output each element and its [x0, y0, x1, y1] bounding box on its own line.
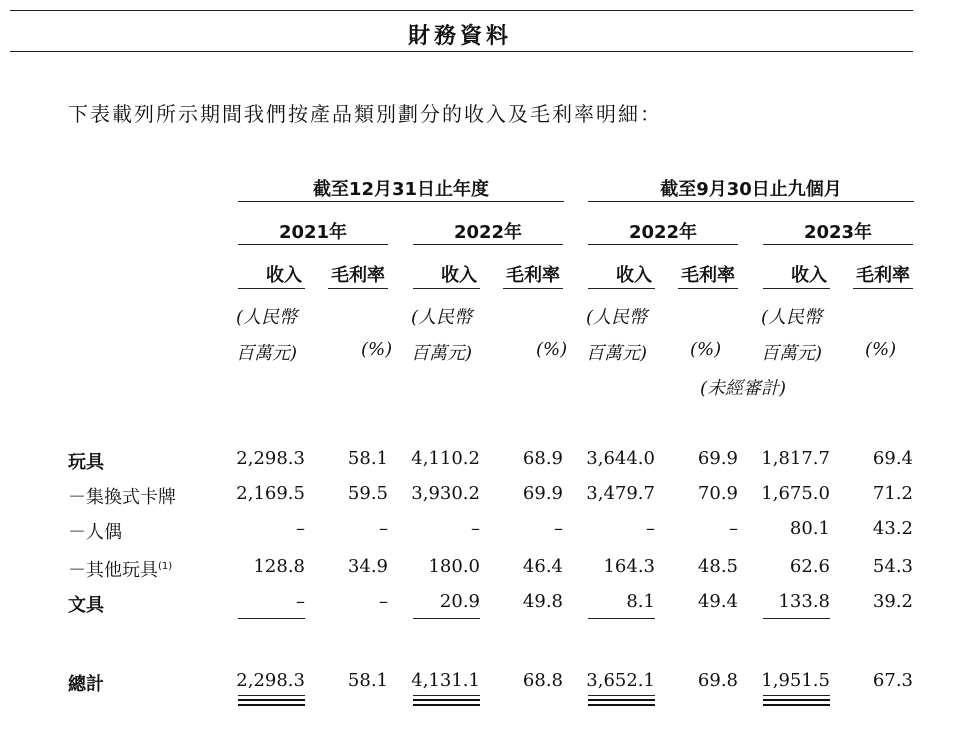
cell-total-rev-9m2023: 1,951.5 — [761, 670, 830, 691]
cell-figures-margin-9m2023: 43.2 — [872, 518, 913, 539]
cell-toys-rev-2022: 4,110.2 — [411, 448, 480, 469]
cell-figures-rev-9m2022: – — [646, 518, 655, 539]
cell-total-rev-9m2022: 3,652.1 — [586, 670, 655, 691]
col-rule-revenue-4 — [763, 288, 830, 289]
col-rule-margin-2 — [503, 288, 563, 289]
subtotal-rule-1 — [238, 618, 305, 619]
row-label-other-toys-text: －其他玩具 — [68, 560, 158, 581]
row-label-figures: －人偶 — [68, 522, 122, 543]
cell-other-margin-9m2023: 54.3 — [872, 556, 913, 577]
unit-revenue-line2-3: 百萬元) — [586, 343, 648, 364]
cell-stationery-margin-9m2022: 49.4 — [697, 591, 738, 612]
cell-other-margin-2022: 46.4 — [522, 556, 563, 577]
unit-margin-3: (%) — [690, 339, 722, 360]
unit-margin-1: (%) — [361, 339, 393, 360]
cell-cards-margin-9m2022: 70.9 — [697, 483, 738, 504]
unit-margin-2: (%) — [536, 339, 568, 360]
year-header-3: 2022年 — [628, 222, 698, 243]
col-rule-revenue-1 — [238, 288, 305, 289]
unit-revenue-line1-4: (人民幣 — [761, 307, 823, 328]
year-header-2: 2022年 — [453, 222, 523, 243]
period-header-nine-months: 截至9月30日止九個月 — [660, 179, 842, 200]
period-rule-nine-months — [588, 201, 914, 202]
cell-stationery-rev-9m2022: 8.1 — [626, 591, 655, 612]
cell-figures-rev-9m2023: 80.1 — [789, 518, 830, 539]
cell-figures-margin-2021: – — [379, 518, 388, 539]
year-header-4: 2023年 — [803, 222, 873, 243]
cell-cards-rev-9m2023: 1,675.0 — [761, 483, 830, 504]
total-top-rule-1 — [238, 695, 305, 696]
col-revenue-4: 收入 — [791, 265, 827, 286]
section-title: 財務資料 — [407, 24, 512, 49]
row-label-toys: 玩具 — [68, 452, 104, 473]
subtotal-rule-4 — [763, 618, 830, 619]
total-top-rule-2 — [413, 695, 480, 696]
period-rule-year-end — [238, 201, 564, 202]
cell-cards-margin-2021: 59.5 — [347, 483, 388, 504]
unit-revenue-line1-3: (人民幣 — [586, 307, 648, 328]
row-label-other-toys — [68, 556, 172, 582]
col-revenue-3: 收入 — [616, 265, 652, 286]
cell-toys-margin-2021: 58.1 — [347, 448, 388, 469]
cell-toys-rev-2021: 2,298.3 — [236, 448, 305, 469]
row-label-stationery: 文具 — [68, 595, 104, 616]
cell-cards-rev-9m2022: 3,479.7 — [586, 483, 655, 504]
col-revenue-2: 收入 — [441, 265, 477, 286]
period-header-year-end: 截至12月31日止年度 — [312, 179, 490, 200]
col-rule-revenue-3 — [588, 288, 655, 289]
cell-figures-rev-2021: – — [296, 518, 305, 539]
cell-toys-rev-9m2022: 3,644.0 — [586, 448, 655, 469]
title-top-rule — [10, 10, 913, 11]
cell-stationery-margin-2022: 49.8 — [522, 591, 563, 612]
col-margin-2: 毛利率 — [506, 265, 560, 286]
cell-toys-margin-2022: 68.9 — [522, 448, 563, 469]
cell-total-rev-2022: 4,131.1 — [411, 670, 480, 691]
cell-other-rev-9m2023: 62.6 — [789, 556, 830, 577]
total-top-rule-4 — [763, 695, 830, 696]
subtotal-rule-3 — [588, 618, 655, 619]
col-margin-4: 毛利率 — [856, 265, 910, 286]
cell-stationery-rev-9m2023: 133.8 — [778, 591, 830, 612]
intro-text: 下表載列所示期間我們按產品類別劃分的收入及毛利率明細： — [68, 102, 662, 126]
cell-stationery-margin-2021: – — [379, 591, 388, 612]
year-header-1: 2021年 — [278, 222, 348, 243]
cell-other-margin-9m2022: 48.5 — [697, 556, 738, 577]
col-margin-3: 毛利率 — [681, 265, 735, 286]
cell-stationery-rev-2021: – — [296, 591, 305, 612]
col-rule-revenue-2 — [413, 288, 480, 289]
double-underline-4 — [763, 699, 830, 706]
col-rule-margin-3 — [678, 288, 738, 289]
cell-cards-margin-2022: 69.9 — [522, 483, 563, 504]
col-revenue-1: 收入 — [266, 265, 302, 286]
cell-total-margin-9m2023: 67.3 — [872, 670, 913, 691]
unit-revenue-line2-2: 百萬元) — [411, 343, 473, 364]
col-margin-1: 毛利率 — [331, 265, 385, 286]
subtotal-rule-2 — [413, 618, 480, 619]
unit-unaudited: (未經審計) — [700, 378, 787, 399]
row-label-total: 總計 — [68, 674, 104, 695]
cell-cards-margin-9m2023: 71.2 — [872, 483, 913, 504]
cell-stationery-rev-2022: 20.9 — [439, 591, 480, 612]
cell-cards-rev-2021: 2,169.5 — [236, 483, 305, 504]
unit-margin-4: (%) — [865, 339, 897, 360]
cell-other-rev-2022: 180.0 — [428, 556, 480, 577]
unit-revenue-line2-4: 百萬元) — [761, 343, 823, 364]
col-rule-margin-1 — [328, 288, 388, 289]
cell-toys-margin-9m2022: 69.9 — [697, 448, 738, 469]
col-rule-margin-4 — [853, 288, 913, 289]
footnote-marker: (1) — [158, 561, 173, 572]
row-label-trading-cards: －集換式卡牌 — [68, 487, 176, 508]
cell-total-rev-2021: 2,298.3 — [236, 670, 305, 691]
total-top-rule-3 — [588, 695, 655, 696]
cell-other-rev-2021: 128.8 — [253, 556, 305, 577]
unit-revenue-line1-1: (人民幣 — [236, 307, 298, 328]
year-rule-1 — [238, 244, 388, 245]
double-underline-2 — [413, 699, 480, 706]
cell-other-rev-9m2022: 164.3 — [603, 556, 655, 577]
unit-revenue-line1-2: (人民幣 — [411, 307, 473, 328]
cell-total-margin-2021: 58.1 — [347, 670, 388, 691]
unit-revenue-line2-1: 百萬元) — [236, 343, 298, 364]
cell-total-margin-9m2022: 69.8 — [697, 670, 738, 691]
year-rule-3 — [588, 244, 738, 245]
year-rule-4 — [763, 244, 913, 245]
title-bottom-rule — [10, 51, 913, 52]
cell-cards-rev-2022: 3,930.2 — [411, 483, 480, 504]
double-underline-1 — [238, 699, 305, 706]
cell-other-margin-2021: 34.9 — [347, 556, 388, 577]
cell-stationery-margin-9m2023: 39.2 — [872, 591, 913, 612]
cell-toys-rev-9m2023: 1,817.7 — [761, 448, 830, 469]
cell-figures-margin-2022: – — [554, 518, 563, 539]
year-rule-2 — [413, 244, 563, 245]
double-underline-3 — [588, 699, 655, 706]
cell-figures-rev-2022: – — [471, 518, 480, 539]
cell-figures-margin-9m2022: – — [729, 518, 738, 539]
cell-toys-margin-9m2023: 69.4 — [872, 448, 913, 469]
cell-total-margin-2022: 68.8 — [522, 670, 563, 691]
